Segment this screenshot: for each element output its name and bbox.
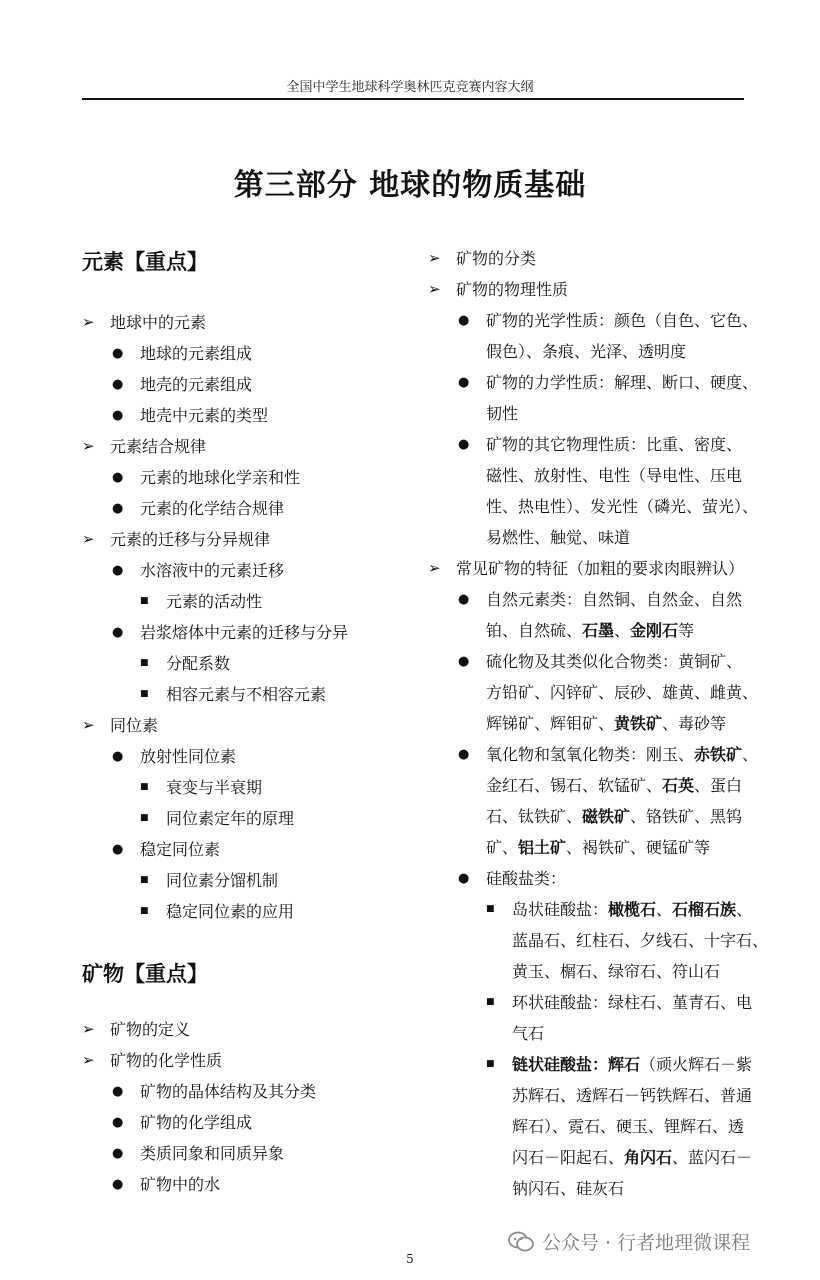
list-item-cont: 蓝晶石、红柱石、夕线石、十字石、 <box>512 931 769 950</box>
bold-mineral: 角闪石 <box>624 1148 673 1167</box>
page-title: 第三部分 地球的物质基础 <box>233 168 587 203</box>
square-bullet-icon: ■ <box>486 904 495 914</box>
text-run: 、毒砂等 <box>662 714 727 733</box>
dot-bullet-icon: ● <box>112 377 124 392</box>
list-item-cont <box>486 832 710 863</box>
dot-bullet-icon: ● <box>458 871 470 886</box>
bold-mineral: 石榴石族 <box>672 900 737 919</box>
section-heading-elements: 元素【重点】 <box>82 250 208 274</box>
dot-bullet-icon: ● <box>458 375 470 390</box>
list-item: 水溶液中的元素迁移 <box>140 561 285 580</box>
list-item: 放射性同位素 <box>140 747 237 766</box>
arrow-bullet-icon: ➢ <box>428 280 441 298</box>
arrow-bullet-icon: ➢ <box>82 437 95 455</box>
bold-mineral: 石墨 <box>582 621 615 640</box>
text-run: 、蛋白 <box>694 776 743 795</box>
list-item: 硅酸盐类： <box>486 869 567 888</box>
list-item: 元素的活动性 <box>166 592 263 611</box>
text-run: 金红石、锡石、软锰矿、 <box>486 776 663 795</box>
list-item: 地壳的元素组成 <box>140 375 253 394</box>
dot-bullet-icon: ● <box>112 501 124 516</box>
text-run: 铂、自然硫、 <box>486 621 583 640</box>
dot-bullet-icon: ● <box>112 563 124 578</box>
text-run: 、 <box>656 900 673 919</box>
list-item: 矿物的化学组成 <box>140 1113 253 1132</box>
list-item: 地球的元素组成 <box>140 344 253 363</box>
bold-mineral: 橄榄石 <box>608 900 657 919</box>
arrow-bullet-icon: ➢ <box>82 1020 95 1038</box>
list-item: 矿物的化学性质 <box>110 1051 223 1070</box>
section-heading-minerals: 矿物【重点】 <box>82 962 208 986</box>
text-run: 、 <box>614 621 631 640</box>
list-item-cont: 黄玉、榍石、绿帘石、符山石 <box>512 962 721 981</box>
text-run: 、铬铁矿、黑钨 <box>630 807 743 826</box>
list-item: 环状硅酸盐：绿柱石、堇青石、电 <box>512 993 753 1012</box>
list-item: 同位素分馏机制 <box>166 871 279 890</box>
dot-bullet-icon: ● <box>458 654 470 669</box>
square-bullet-icon: ■ <box>486 1059 495 1069</box>
text-run: 等 <box>678 621 695 640</box>
list-item: 地壳中元素的类型 <box>140 406 269 425</box>
list-item-cont: 方铅矿、闪锌矿、辰砂、雄黄、雌黄、 <box>486 683 759 702</box>
arrow-bullet-icon: ➢ <box>428 559 441 577</box>
list-item: 元素的迁移与分异规律 <box>110 530 271 549</box>
arrow-bullet-icon: ➢ <box>428 249 441 267</box>
square-bullet-icon: ■ <box>140 782 149 792</box>
list-item-cont: 气石 <box>512 1024 545 1043</box>
square-bullet-icon: ■ <box>140 906 149 916</box>
text-run: （顽火辉石－紫 <box>640 1055 753 1074</box>
dot-bullet-icon: ● <box>112 1084 124 1099</box>
dot-bullet-icon: ● <box>112 408 124 423</box>
square-bullet-icon: ■ <box>140 875 149 885</box>
text-run: 、 <box>736 900 753 919</box>
square-bullet-icon: ■ <box>140 689 149 699</box>
dot-bullet-icon: ● <box>458 592 470 607</box>
list-item: 地球中的元素 <box>110 313 207 332</box>
bold-mineral: 黄铁矿 <box>614 714 663 733</box>
watermark <box>508 1228 750 1255</box>
text-run: 闪石－阳起石、 <box>512 1148 625 1167</box>
list-item: 元素结合规律 <box>110 437 207 456</box>
list-item: 同位素定年的原理 <box>166 809 295 828</box>
list-item: 相容元素与不相容元素 <box>166 685 327 704</box>
list-item <box>512 894 752 925</box>
page-number: 5 <box>406 1252 414 1266</box>
list-item: 常见矿物的特征（加粗的要求肉眼辨认） <box>456 559 745 578</box>
dot-bullet-icon: ● <box>112 1177 124 1192</box>
list-item: 矿物的定义 <box>110 1020 191 1039</box>
dot-bullet-icon: ● <box>112 346 124 361</box>
list-item: 矿物的物理性质 <box>456 280 569 299</box>
list-item-cont: 辉石）、霓石、硬玉、锂辉石、透 <box>512 1117 745 1136</box>
running-header: 全国中学生地球科学奥林匹克竞赛内容大纲 <box>286 80 534 95</box>
list-item: 分配系数 <box>166 654 231 673</box>
arrow-bullet-icon: ➢ <box>82 716 95 734</box>
list-item-cont: 钠闪石、硅灰石 <box>512 1179 625 1198</box>
list-item: 元素的地球化学亲和性 <box>140 468 301 487</box>
bold-mineral: 铝土矿 <box>518 838 567 857</box>
text-run: 矿、 <box>486 838 519 857</box>
text-run: 辉锑矿、辉钼矿、 <box>486 714 615 733</box>
list-item: 同位素 <box>110 716 159 735</box>
text-run: 、褐铁矿、硬锰矿等 <box>566 838 711 857</box>
list-item-cont <box>486 615 694 646</box>
square-bullet-icon: ■ <box>140 813 149 823</box>
list-item: 类质同象和同质异象 <box>140 1144 285 1163</box>
text-run: 、 <box>742 745 759 764</box>
list-item: 矿物中的水 <box>140 1175 221 1194</box>
list-item: 硫化物及其类似化合物类：黄铜矿、 <box>486 652 743 671</box>
watermark-text: 公众号 · 行者地理微课程 <box>542 1232 751 1254</box>
dot-bullet-icon: ● <box>458 313 470 328</box>
square-bullet-icon: ■ <box>486 997 495 1007</box>
arrow-bullet-icon: ➢ <box>82 1051 95 1069</box>
list-item-cont: 磁性、放射性、电性（导电性、压电 <box>486 466 743 485</box>
list-item-cont: 假色）、条痕、光泽、透明度 <box>486 342 687 361</box>
list-item: 矿物的晶体结构及其分类 <box>140 1082 317 1101</box>
bold-mineral: 辉石 <box>608 1055 641 1074</box>
list-item: 矿物的力学性质：解理、断口、硬度、 <box>486 373 759 392</box>
bold-mineral: 链状硅酸盐： <box>512 1055 609 1074</box>
bold-mineral: 金刚石 <box>630 621 679 640</box>
list-item: 岩浆熔体中元素的迁移与分异 <box>140 623 349 642</box>
list-item: 矿物的其它物理性质：比重、密度、 <box>486 435 743 454</box>
arrow-bullet-icon: ➢ <box>82 530 95 548</box>
text-run: 石、钛铁矿、 <box>486 807 583 826</box>
list-item-cont <box>486 708 726 739</box>
dot-bullet-icon: ● <box>458 747 470 762</box>
list-item: 稳定同位素的应用 <box>166 902 295 921</box>
list-item: 自然元素类：自然铜、自然金、自然 <box>486 590 743 609</box>
text-run: 氧化物和氢氧化物类：刚玉、 <box>486 745 695 764</box>
square-bullet-icon: ■ <box>140 658 149 668</box>
text-run: 岛状硅酸盐： <box>512 900 609 919</box>
dot-bullet-icon: ● <box>112 625 124 640</box>
list-item-cont <box>486 770 742 801</box>
dot-bullet-icon: ● <box>458 437 470 452</box>
list-item: 元素的化学结合规律 <box>140 499 285 518</box>
square-bullet-icon: ■ <box>140 596 149 606</box>
list-item <box>486 739 758 770</box>
dot-bullet-icon: ● <box>112 749 124 764</box>
header-rule <box>82 98 744 100</box>
text-run: 、蓝闪石－ <box>672 1148 753 1167</box>
dot-bullet-icon: ● <box>112 842 124 857</box>
dot-bullet-icon: ● <box>112 470 124 485</box>
dot-bullet-icon: ● <box>112 1146 124 1161</box>
list-item-cont: 韧性 <box>486 404 519 423</box>
list-item: 衰变与半衰期 <box>166 778 263 797</box>
list-item-cont: 苏辉石、透辉石－钙铁辉石、普通 <box>512 1086 753 1105</box>
arrow-bullet-icon: ➢ <box>82 313 95 331</box>
bold-mineral: 石英 <box>662 776 695 795</box>
list-item-cont <box>486 801 742 832</box>
bold-mineral: 赤铁矿 <box>694 745 743 764</box>
list-item: 稳定同位素 <box>140 840 221 859</box>
list-item-cont: 易燃性、触觉、味道 <box>486 528 631 547</box>
list-item: 矿物的光学性质：颜色（自色、它色、 <box>486 311 759 330</box>
dot-bullet-icon: ● <box>112 1115 124 1130</box>
wechat-icon <box>508 1231 534 1253</box>
list-item-cont: 性、热电性）、发光性（磷光、萤光）、 <box>486 497 759 516</box>
bold-mineral: 磁铁矿 <box>582 807 631 826</box>
list-item <box>512 1049 752 1080</box>
list-item-cont <box>512 1142 752 1173</box>
list-item: 矿物的分类 <box>456 249 537 268</box>
